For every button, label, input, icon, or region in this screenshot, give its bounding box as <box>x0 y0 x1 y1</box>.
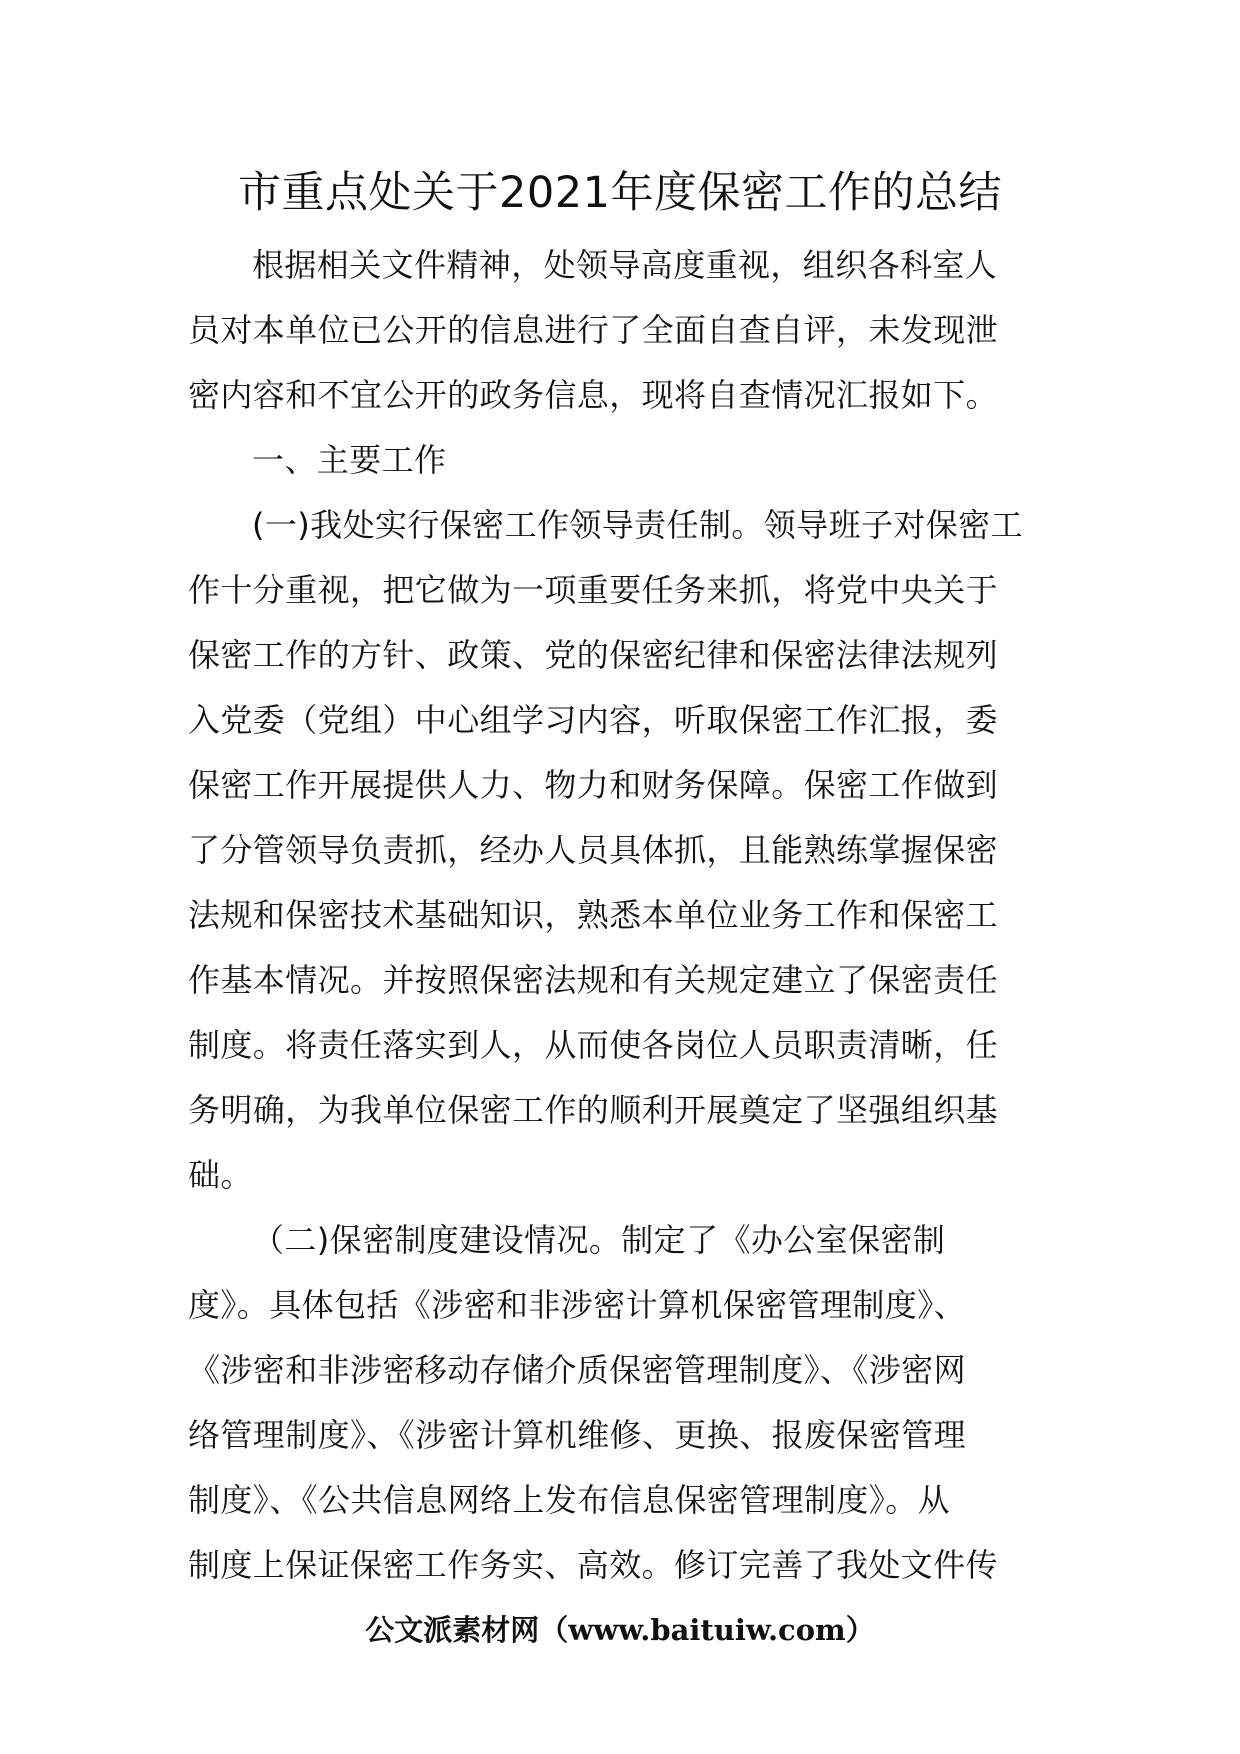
document-title: 市重点处关于2021年度保密工作的总结 <box>238 168 1002 218</box>
text-line: 务明确，为我单位保密工作的顺利开展奠定了坚强组织基 <box>188 1091 999 1129</box>
footer-source: 公文派素材网（www.baituiw.com） <box>365 1613 875 1647</box>
text-line: 根据相关文件精神，处领导高度重视，组织各科室人 <box>252 246 998 284</box>
text-line: 密内容和不宜公开的政务信息，现将自查情况汇报如下。 <box>188 376 999 414</box>
text-line: 员对本单位已公开的信息进行了全面自查自评，未发现泄 <box>188 311 999 349</box>
document-body <box>188 233 1054 1598</box>
text-line: (一)我处实行保密工作领导责任制。领导班子对保密工 <box>252 506 1023 544</box>
text-line: 作十分重视，把它做为一项重要任务来抓，将党中央关于 <box>188 571 999 609</box>
text-line: 础。 <box>188 1156 253 1194</box>
section-heading: 一、主要工作 <box>252 441 447 479</box>
text-line: 保密工作开展提供人力、物力和财务保障。保密工作做到 <box>188 766 999 804</box>
text-line: 作基本情况。并按照保密法规和有关规定建立了保密责任 <box>188 961 999 999</box>
text-line: 制度。将责任落实到人，从而使各岗位人员职责清晰，任 <box>188 1026 999 1064</box>
text-line: 了分管领导负责抓，经办人员具体抓，且能熟练掌握保密 <box>188 831 999 869</box>
text-line: 法规和保密技术基础知识，熟悉本单位业务工作和保密工 <box>188 896 999 934</box>
text-line: （二)保密制度建设情况。制定了《办公室保密制 <box>252 1221 946 1259</box>
text-line: 制度上保证保密工作务实、高效。修订完善了我处文件传 <box>188 1546 999 1584</box>
text-line: 制度》、《公共信息网络上发布信息保密管理制度》。从 <box>188 1481 951 1519</box>
text-line: 《涉密和非涉密移动存储介质保密管理制度》、《涉密网 <box>188 1351 967 1389</box>
text-line: 保密工作的方针、政策、党的保密纪律和保密法律法规列 <box>188 636 999 674</box>
text-line: 入党委（党组）中心组学习内容，听取保密工作汇报，委 <box>188 701 999 739</box>
text-line: 度》。具体包括《涉密和非涉密计算机保密管理制度》、 <box>188 1286 967 1324</box>
text-line: 络管理制度》、《涉密计算机维修、更换、报废保密管理 <box>188 1416 967 1454</box>
